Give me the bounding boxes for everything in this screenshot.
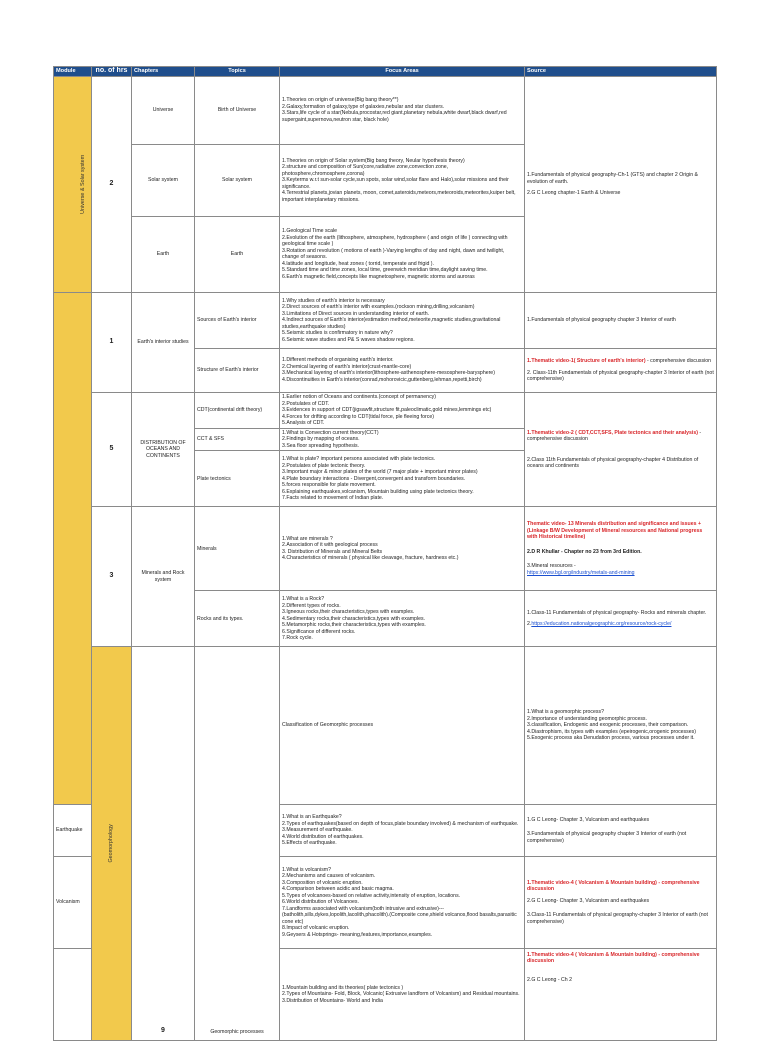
focus-line: 3.Important major & minor plates of the world (7 major plate + important minor plates) bbox=[282, 469, 478, 475]
focus-line: 4.Indirect sources of Earth's interior(estimation method,meteorite,magnetic studies,gravitational studies,earthquake studies) bbox=[282, 317, 501, 330]
focus-line: 2.Different types of rocks. bbox=[282, 602, 341, 609]
focus-cell bbox=[525, 647, 717, 805]
focus-line: 1.Theories on origin of Solar system(Big bang theory, Neular hypothesis theory) bbox=[282, 157, 465, 164]
source-thematic: 1.Thematic video-1( Structure of earth's interior) bbox=[527, 358, 646, 364]
table-row bbox=[54, 392, 717, 428]
focus-line: 4.Terrestrial planets,jovian planets, moon, comet,asteroids,meteors,meteoroids,meteorites,kuiper belt, important interplanetary missions. bbox=[282, 190, 516, 203]
focus-line: 3.Distribution of Mountains- World and India bbox=[282, 997, 383, 1004]
topic-cell: CDT(continental drift theory) bbox=[195, 392, 280, 428]
topic-cell: Birth of Universe bbox=[195, 76, 280, 144]
focus-line: 5.Metamorphic rocks,their characteristics,types with examples. bbox=[282, 622, 426, 628]
focus-line: 2.Galaxy,formation of galaxy,type of galaxies,nebular and star clusters. bbox=[282, 103, 445, 110]
module-cell bbox=[92, 647, 132, 1041]
topic-cell: CCT & SFS bbox=[195, 428, 280, 451]
table-row bbox=[54, 292, 717, 348]
source-line: 2. Class-11th Fundamentals of physical geography-chapter 3 Interior of earth (not comprehensive) bbox=[527, 369, 714, 382]
focus-line: 7.Rock cycle. bbox=[282, 635, 313, 641]
focus-line: 4.latitude and longitude, heat zones ( torrid, temperate and frigid ). bbox=[282, 260, 434, 267]
focus-line: 2.Types of Mountains- Fold, Block, Volcanic( Extrusive landform of Volcanism) and Residual mountains. bbox=[282, 991, 520, 997]
focus-cell bbox=[280, 428, 525, 451]
topic-cell: Minerals bbox=[195, 507, 280, 591]
source-cell bbox=[525, 392, 717, 507]
focus-cell bbox=[280, 144, 525, 216]
syllabus-sheet bbox=[53, 66, 716, 1041]
focus-line: 2.Importance of understanding geomorphic process. bbox=[527, 715, 647, 722]
source-line: 1.G C Leong- Chapter 3, Vulcanism and earthquakes bbox=[527, 816, 650, 823]
source-line: 2.G C Leong - Ch 2 bbox=[527, 976, 572, 983]
focus-cell bbox=[280, 216, 525, 292]
focus-line: 1.Different methods of organising earth's interior. bbox=[282, 357, 394, 364]
focus-line: 5.forces responsible for plate movement. bbox=[282, 482, 376, 488]
focus-line: 4.World distribution of earthquakes. bbox=[282, 833, 364, 840]
focus-line: 4.Forces for drifting according to CDT(tidal force, ple fleeing force) bbox=[282, 413, 434, 420]
focus-line: 3.Measurement of earthquake. bbox=[282, 827, 353, 833]
source-thematic: 1.Thematic video-4 ( Volcanism & Mountain building) - comprehensive discussion bbox=[527, 879, 700, 892]
focus-line: 3.Limitations of Direct sources in understanding interior of earth. bbox=[282, 310, 430, 317]
source-thematic: 1.Thematic video-2 ( CDT,CCT,SFS, Plate tectonics and their analysis) bbox=[527, 429, 698, 436]
hrs-cell: 3 bbox=[92, 507, 132, 647]
focus-cell bbox=[280, 507, 525, 591]
topic-cell: Volcanism bbox=[54, 856, 92, 948]
focus-line: 2.Direct sources of earth's interior with examples.(rockson mining,drilling,volcanism) bbox=[282, 304, 475, 310]
focus-line: 2.Mechanisms and causes of volcanism. bbox=[282, 873, 376, 879]
focus-line: 2.Evolution of the earth (lithosphere, atmosphere, hydrosphere ( and origin of life ) connecting with geological time scale ) bbox=[282, 234, 508, 248]
focus-line: 1.What are minerals ? bbox=[282, 535, 333, 542]
topic-cell bbox=[54, 948, 92, 1040]
focus-line: 1.What is an Earthquake? bbox=[282, 814, 342, 820]
focus-line: 5.Types of volcanoes-based on relative activity,intensity of eruption, locations. bbox=[282, 892, 461, 899]
focus-cell bbox=[280, 591, 525, 647]
focus-line: 1.Theories on origin of universe(Big bang theory**) bbox=[282, 97, 399, 104]
focus-line: 6.Earth's magnetic field,concepts like magnetosphere, magnetic storms and auroras bbox=[282, 273, 475, 280]
module-cell bbox=[54, 76, 92, 292]
focus-line: 2.Postulates of plate tectonic theory. bbox=[282, 462, 366, 469]
module-cell bbox=[54, 292, 92, 804]
focus-cell bbox=[280, 948, 525, 1040]
focus-line: 3.Sea floor spreading hypothesis. bbox=[282, 442, 359, 449]
source-cell bbox=[525, 507, 717, 591]
topic-cell: Classification of Geomorphic processes bbox=[280, 647, 525, 805]
focus-line: 5.Effects of earthquake. bbox=[282, 840, 337, 846]
header-topics: Topics bbox=[195, 67, 280, 77]
table-row bbox=[54, 507, 717, 591]
source-line: 1.Fundamentals of physical geography-Ch-1 (GTS) and chapter 2 Origin & evolution of earth. bbox=[527, 172, 698, 185]
chapter-cell: Solar system bbox=[132, 144, 195, 216]
focus-line: 1.Earlier notion of Oceans and continents.(concept of permanency) bbox=[282, 394, 436, 400]
header-hrs: no. of hrs bbox=[92, 67, 132, 77]
focus-line: 2.Association of it with geological process bbox=[282, 542, 378, 549]
hrs-cell: 1 bbox=[92, 292, 132, 392]
chapter-cell: Geomorphic processes bbox=[195, 647, 280, 1041]
source-cell bbox=[525, 591, 717, 647]
module-label: Universe & Solar system bbox=[80, 154, 87, 214]
header-focus: Focus Areas bbox=[280, 67, 525, 77]
focus-line: 3.Mechanical layering of earth's interior(lithosphere-asthenosphere-mesosphere-barysphere) bbox=[282, 370, 495, 377]
focus-line: 1.Geological Time scale bbox=[282, 228, 338, 235]
focus-line: 4.Discontinuities in Earth's interior(conrad,mohorovicic,guttenberg,lehman,repetti,birch) bbox=[282, 376, 482, 383]
focus-line: 4.Sedimentary rocks,their characteristics,types with examples. bbox=[282, 615, 425, 622]
focus-line: 6.World distribution of Volcanoes. bbox=[282, 899, 359, 905]
focus-line: 4.Plate boundary interactions - Divergent,convergent and transform boundaries. bbox=[282, 475, 466, 482]
focus-line: 7.Landforms associated with volcanism(both intrusive and extrusive)---(batholith,sills,dykes,lopolith,lacolith,phacolith).(Composite cone,shield volcanos,flood basalts,parasitic cone etc) bbox=[282, 905, 517, 925]
focus-line: 6.Explaining earthquakes,volcanism, Mountain building using plate tectonics theory. bbox=[282, 488, 474, 495]
focus-line: 3.Evidences in support of CDT(jigsawfit,structure fit,paleoclimatic,gold mines,lemmings etc) bbox=[282, 407, 492, 413]
focus-line: 5.Seismic studies is confirmatory in nature why? bbox=[282, 330, 393, 336]
source-cell bbox=[525, 948, 717, 1040]
focus-cell bbox=[280, 856, 525, 948]
header-module: Module bbox=[54, 67, 92, 77]
source-line: 3.Fundamentals of physical geography chapter 3 Interior of earth (not comprehensive) bbox=[527, 831, 687, 844]
focus-cell bbox=[280, 76, 525, 144]
hrs-cell: 2 bbox=[92, 76, 132, 292]
focus-line: 2.Postulates of CDT. bbox=[282, 400, 330, 407]
header-chapters: Chapters bbox=[132, 67, 195, 77]
focus-line: 2.Findings by mapping of oceans. bbox=[282, 436, 360, 443]
topic-cell: Sources of Earth's interior bbox=[195, 292, 280, 348]
focus-line: 1.What is plate? important persons associated with plate tectonics. bbox=[282, 456, 436, 462]
header-source: Source bbox=[525, 67, 717, 77]
source-cell bbox=[525, 856, 717, 948]
source-cell bbox=[525, 348, 717, 392]
chapter-cell: Earth's interior studies bbox=[132, 292, 195, 392]
hrs-cell: 5 bbox=[92, 392, 132, 507]
focus-line: 1.What is a Rock? bbox=[282, 596, 325, 602]
focus-line: 8.Impact of volcanic eruption. bbox=[282, 925, 350, 931]
focus-line: 3.Igneous rocks,their characteristics,types with examples. bbox=[282, 609, 415, 615]
focus-line: 1.What is Convection current theory(CCT) bbox=[282, 429, 379, 436]
source-line: 1.Fundamentals of physical geography chapter 3 Interior of earth bbox=[527, 317, 676, 323]
focus-line: 4.Comparison between acidic and basic magma. bbox=[282, 886, 394, 892]
source-cell bbox=[525, 292, 717, 348]
focus-line: 2.Chemical layering of earth's interior(crust-mantle-core) bbox=[282, 363, 412, 370]
source-cell bbox=[525, 76, 717, 292]
header-row bbox=[54, 67, 717, 77]
focus-line: 1.Why studies of earth's interior is necessary bbox=[282, 297, 385, 304]
syllabus-table bbox=[53, 66, 717, 1041]
focus-line: 3.classification, Endogenic and exogenic processes, their comparison. bbox=[527, 722, 689, 729]
source-line: 2.G C Leong chapter-1 Earth & Universe bbox=[527, 190, 621, 196]
focus-line: 5.Analysis of CDT. bbox=[282, 420, 325, 426]
source-line: 1.Class-11 Fundamentals of physical geography- Rocks and minerals chapter. bbox=[527, 609, 707, 616]
focus-line: 7.Facts related to movement of Indian plate. bbox=[282, 495, 384, 501]
source-line: - comprehensive discussion bbox=[645, 358, 712, 364]
source-line: 2. bbox=[527, 621, 532, 628]
focus-cell bbox=[280, 451, 525, 507]
topic-cell: Structure of Earth's interior bbox=[195, 348, 280, 392]
focus-line: 4.Characteristics of minerals ( physical like cleavage, fracture, hardness etc.) bbox=[282, 555, 459, 562]
source-link[interactable]: https://education.nationalgeographic.org/resource/rock-cycle/ bbox=[531, 621, 672, 628]
source-line: 2.D R Khullar - Chapter no 23 from 3rd Edition. bbox=[527, 548, 642, 555]
source-thematic: 1.Thematic video-4 ( Volcanism & Mountain building) - comprehensive discussion bbox=[527, 951, 700, 965]
focus-cell bbox=[280, 348, 525, 392]
focus-line: 3.Stars,life cycle of a star(Nebula,procostar,red giant,planetary nebula,white dwarf,black dwarf,red supergaint,supernova,neutron star, black hole) bbox=[282, 110, 507, 123]
source-link[interactable]: https://www.bgl.org/industry/metals-and-mining bbox=[527, 569, 635, 576]
source-line: 2.Class 11th Fundamentals of physical geography-chapter 4 Distribution of oceans and continents bbox=[527, 456, 699, 469]
chapter-cell: Universe bbox=[132, 76, 195, 144]
focus-line: 1.What is a geomorphic process? bbox=[527, 709, 604, 716]
source-line: 2.G C Leong- Chapter 3, Vulcanism and earthquakes bbox=[527, 897, 650, 904]
source-line: 3.Mineral resources - bbox=[527, 563, 576, 570]
focus-cell bbox=[280, 392, 525, 428]
source-line: - comprehensive discussion bbox=[527, 429, 702, 442]
module-label: Geomorphology bbox=[108, 824, 115, 863]
topic-cell: Plate tectonics bbox=[195, 451, 280, 507]
table-row bbox=[54, 647, 717, 805]
focus-line: 6.Significance of different rocks. bbox=[282, 628, 356, 635]
focus-line: 2.structure and composition of Sun(core,radiative zone,convection zone, photosphere,chromosphere,corona) bbox=[282, 164, 449, 177]
focus-cell bbox=[280, 804, 525, 856]
focus-line: 5.Exogenic process aka Denudation process, various processes under it. bbox=[527, 735, 695, 742]
focus-line: 3. Distribution of Minerals and Mineral Belts bbox=[282, 548, 383, 555]
focus-cell bbox=[280, 292, 525, 348]
topic-cell: Solar system bbox=[195, 144, 280, 216]
focus-line: 1.Mountain building and its theories( plate tectonics ) bbox=[282, 984, 404, 991]
topic-cell: Rocks and its types. bbox=[195, 591, 280, 647]
focus-line: 3.Composition of volcanic eruption. bbox=[282, 879, 363, 886]
source-line: 3.Class-11 Fundamentals of physical geography-chapter 3 Interior of earth (not comprehensive) bbox=[527, 912, 708, 925]
focus-line: 6.Seismic wave studies and P& S waves shadow regions. bbox=[282, 336, 415, 343]
hrs-cell: 9 bbox=[132, 647, 195, 1041]
source-cell bbox=[525, 804, 717, 856]
source-thematic: Thematic video- 13 Minerals distribution and significance and issues + (Linkage B/W Development of Mineral resources and National progress with Historical timeline) bbox=[527, 521, 703, 541]
focus-line: 3.Rotation and revolution ( motions of earth )-Varying lengths of day and night, dawn and twilight, change of seasons. bbox=[282, 247, 505, 261]
focus-line: 1.What is volcanism? bbox=[282, 866, 332, 873]
chapter-cell: Earth bbox=[132, 216, 195, 292]
focus-line: 9.Geysers & Hotsprings- meaning,features,importance,examples. bbox=[282, 931, 433, 938]
focus-line: 5.Standard time and time zones, local time, greenwich meridian time,daylight saving time. bbox=[282, 267, 488, 274]
chapter-cell: Minerals and Rock system bbox=[132, 507, 195, 647]
topic-cell: Earth bbox=[195, 216, 280, 292]
topic-cell: Earthquake bbox=[54, 804, 92, 856]
chapter-cell: DISTRIBUTION OF OCEANS AND CONTINENTS bbox=[132, 392, 195, 507]
focus-line: 4.Diastrophism, its types with examples (epeirogenic,orogenic processes) bbox=[527, 728, 696, 735]
table-row bbox=[54, 76, 717, 144]
focus-line: 2.Types of earthquakes(based on depth of focus,plate boundary involved) & mechanism of earthquake. bbox=[282, 820, 519, 827]
focus-line: 3.Keyterms w.r.t sun-solar cycle,sun spots, solar wind,solar flare and Halo),solar missions and their significance. bbox=[282, 177, 509, 190]
